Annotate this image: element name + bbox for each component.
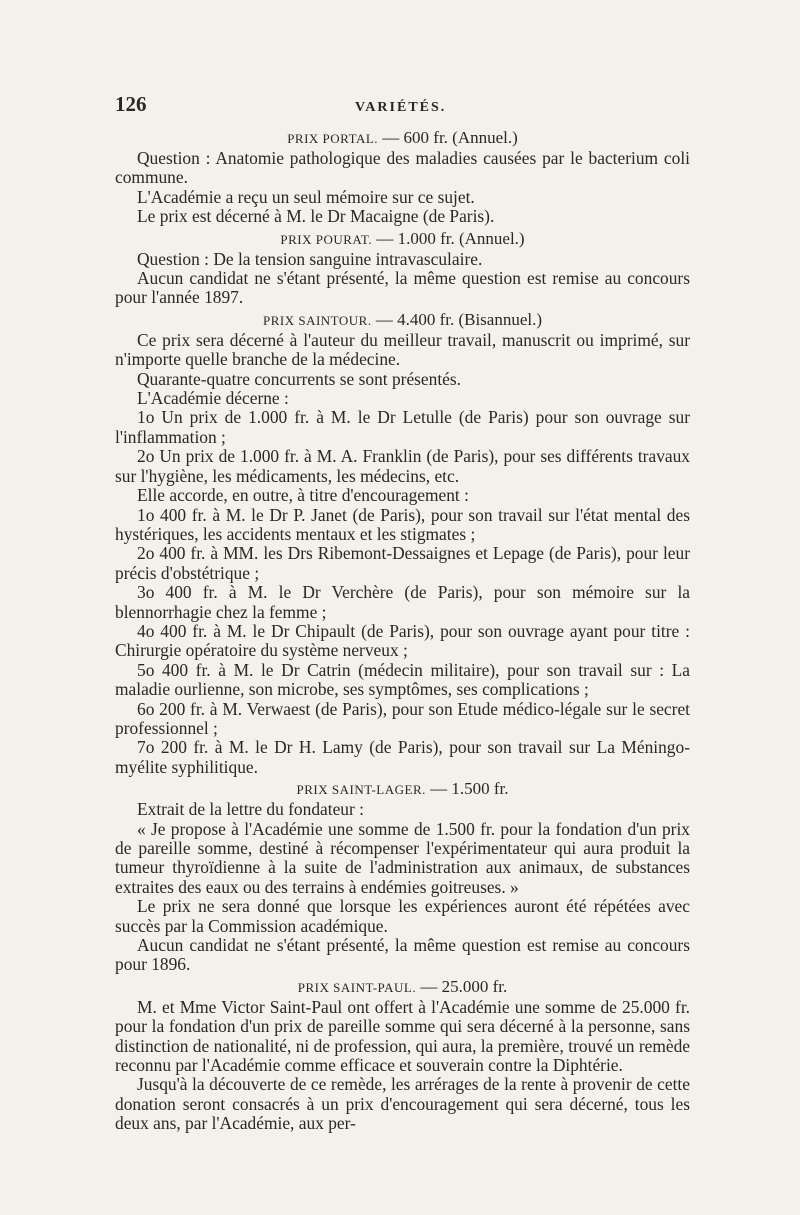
prize-detail: — 1.500 fr.	[430, 779, 509, 799]
page-number: 126	[115, 92, 147, 116]
paragraph: L'Académie décerne :	[137, 388, 289, 409]
prize-section	[115, 779, 690, 975]
page-header	[115, 92, 690, 126]
paragraph: Question : Anatomie pathologique des maladies causées par le bacterium coli commune.	[115, 148, 690, 188]
prize-name: PRIX POURAT.	[280, 231, 373, 247]
prize-name: PRIX SAINTOUR.	[262, 312, 372, 328]
paragraph: Jusqu'à la découverte de ce remède, les arrérages de la rente à provenir de cette donation seront consacrés à un prix d'encouragement qui sera décerné, tous les deux ans, par l'Académie, aux per-	[115, 1074, 690, 1134]
page-body	[115, 128, 690, 1134]
prize-heading	[115, 128, 690, 148]
prize-detail: — 25.000 fr.	[420, 976, 508, 996]
paragraph: 1o Un prix de 1.000 fr. à M. le Dr Letulle (de Paris) pour son ouvrage sur l'inflammation ;	[115, 407, 690, 447]
paragraph: 3o 400 fr. à M. le Dr Verchère (de Paris), pour son mémoire sur la blennorrhagie chez la femme ;	[115, 582, 690, 622]
prize-section	[115, 977, 690, 1134]
paragraph: M. et Mme Victor Saint-Paul ont offert à l'Académie une somme de 25.000 fr. pour la fondation d'un prix de pareille somme qui sera décerné à la personne, sans distinction de nationalité, ni de profession, qui aura, la première, trouvé un remède reconnu par l'Académie comme efficace et souverain contre la Diphtérie.	[115, 996, 690, 1076]
paragraph: L'Académie a reçu un seul mémoire sur ce sujet.	[137, 186, 475, 207]
prize-heading	[115, 779, 690, 799]
prize-name: PRIX SAINT-LAGER.	[296, 782, 426, 798]
paragraph: Le prix ne sera donné que lorsque les expériences auront été répétées avec succès par la Commission académique.	[115, 896, 690, 936]
prize-section	[115, 310, 690, 777]
prize-name: PRIX PORTAL.	[287, 131, 379, 146]
paragraph: Extrait de la lettre du fondateur :	[137, 799, 364, 820]
paragraph: Aucun candidat ne s'étant présenté, la même question est remise au concours pour l'année 1897.	[115, 268, 690, 308]
paragraph: 7o 200 fr. à M. le Dr H. Lamy (de Paris), pour son travail sur La Méningo-myélite syphilitique.	[115, 737, 690, 777]
paragraph: Aucun candidat ne s'étant présenté, la même question est remise au concours pour 1896.	[115, 935, 690, 975]
prize-detail: — 4.400 fr. (Bisannuel.)	[375, 309, 543, 329]
prize-heading	[115, 310, 690, 330]
paragraph: 5o 400 fr. à M. le Dr Catrin (médecin militaire), pour son travail sur : La maladie ourlienne, son microbe, ses symptômes, ses complications ;	[115, 659, 690, 700]
paragraph: Quarante-quatre concurrents se sont présentés.	[137, 368, 462, 389]
paragraph: Le prix est décerné à M. le Dr Macaigne (de Paris).	[137, 206, 495, 227]
prize-section	[115, 229, 690, 308]
prize-detail: — 1.000 fr. (Annuel.)	[376, 228, 525, 248]
paragraph: 4o 400 fr. à M. le Dr Chipault (de Paris), pour son ouvrage ayant pour titre : Chirurgie opératoire du système nerveux ;	[115, 620, 690, 661]
paragraph: Ce prix sera décerné à l'auteur du meilleur travail, manuscrit ou imprimé, sur n'importe quelle branche de la médecine.	[115, 329, 690, 370]
paragraph: 2o 400 fr. à MM. les Drs Ribemont-Dessaignes et Lepage (de Paris), pour leur précis d'obstétrique ;	[115, 543, 690, 583]
paragraph: 2o Un prix de 1.000 fr. à M. A. Franklin (de Paris), pour ses différents travaux sur l'hygiène, les médicaments, les médecins, etc.	[115, 446, 690, 486]
paragraph: 1o 400 fr. à M. le Dr P. Janet (de Paris), pour son travail sur l'état mental des hystériques, les accidents mentaux et les stigmates ;	[115, 504, 690, 544]
paragraph: 6o 200 fr. à M. Verwaest (de Paris), pour son Etude médico-légale sur le secret professionnel ;	[115, 698, 690, 738]
running-head: VARIÉTÉS.	[355, 100, 447, 115]
prize-heading	[115, 977, 690, 997]
paragraph: Elle accorde, en outre, à titre d'encouragement :	[137, 485, 469, 506]
paragraph: « Je propose à l'Académie une somme de 1.500 fr. pour la fondation d'un prix de pareille somme, destiné à récompenser l'expérimentateur qui aura produit la tumeur thyroïdienne à la suite de l'administration aux animaux, de substances extraites des eaux ou des terrains à endémies goitreuses. »	[115, 818, 690, 897]
prize-section	[115, 128, 690, 227]
prize-detail: — 600 fr. (Annuel.)	[382, 128, 518, 147]
prize-name: PRIX SAINT-PAUL.	[297, 979, 417, 995]
paragraph: Question : De la tension sanguine intravasculaire.	[137, 248, 483, 269]
prize-heading	[115, 229, 690, 249]
